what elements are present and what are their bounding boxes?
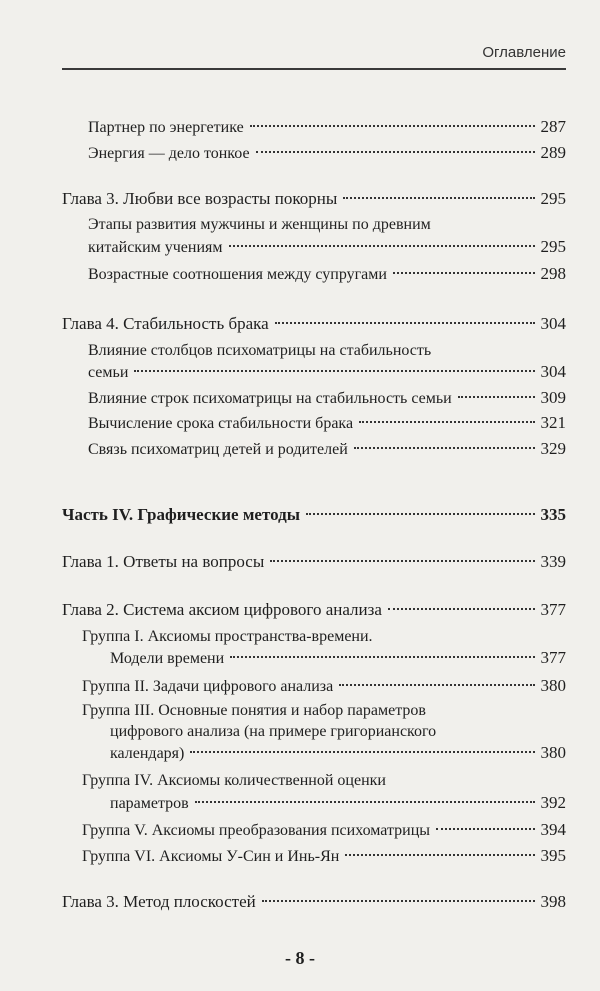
toc-entry-page: 304	[540, 362, 566, 381]
toc-entry[interactable]	[110, 648, 566, 669]
toc-entry-chapter[interactable]	[62, 552, 566, 572]
toc-entry-title: Глава 4. Стабильность брака	[62, 314, 269, 333]
toc-entry-page: 298	[540, 264, 566, 283]
toc-entry-page: 295	[540, 237, 566, 256]
toc-entry-line1[interactable]: Влияние столбцов психоматрицы на стабильность	[88, 342, 432, 359]
leader-dots	[388, 608, 535, 610]
toc-entry-title: Связь психоматриц детей и родителей	[88, 441, 348, 458]
toc-entry[interactable]	[88, 388, 566, 409]
toc-entry-line1[interactable]: Группа IV. Аксиомы количественной оценки	[82, 772, 386, 789]
toc-entry-page: 398	[540, 892, 566, 911]
toc-entry-chapter[interactable]	[62, 892, 566, 912]
toc-entry-title: Энергия — дело тонкое	[88, 145, 250, 162]
toc-entry-title: Глава 3. Метод плоскостей	[62, 892, 256, 911]
toc-entry-page: 339	[540, 552, 566, 571]
toc-entry-page: 304	[540, 314, 566, 333]
leader-dots	[134, 370, 534, 372]
toc-entry-title: Возрастные соотношения между супругами	[88, 266, 387, 283]
toc-entry[interactable]	[88, 413, 566, 434]
leader-dots	[250, 125, 535, 127]
toc-entry[interactable]	[88, 117, 566, 138]
toc-entry[interactable]	[82, 820, 566, 841]
toc-entry[interactable]	[88, 439, 566, 460]
toc-entry[interactable]	[110, 793, 566, 814]
toc-entry-page: 395	[540, 846, 566, 865]
leader-dots	[339, 684, 534, 686]
leader-dots	[270, 560, 534, 562]
toc-entry-title: календаря)	[110, 745, 185, 762]
toc-entry-title: Модели времени	[110, 650, 225, 667]
leader-dots	[343, 197, 534, 199]
leader-dots	[230, 656, 534, 658]
toc-entry-title: Глава 3. Любви все возрасты покорны	[62, 189, 338, 208]
toc-entry-title: Партнер по энергетике	[88, 119, 244, 136]
leader-dots	[436, 828, 534, 830]
toc-entry-page: 289	[540, 143, 566, 162]
toc-entry-page: 377	[540, 600, 566, 619]
running-header-label: Оглавление	[482, 44, 566, 61]
toc-entry-line1[interactable]: Группа III. Основные понятия и набор параметров	[82, 702, 426, 719]
toc-entry-page: 309	[540, 388, 566, 407]
toc-entry-page: 380	[540, 676, 566, 695]
toc-entry-title: семьи	[88, 364, 129, 381]
toc-entry-title: Вычисление срока стабильности брака	[88, 415, 354, 432]
toc-entry-page: 377	[540, 648, 566, 667]
header-rule	[62, 68, 566, 70]
toc-entry[interactable]	[88, 362, 566, 383]
toc-entry-page: 380	[540, 743, 566, 762]
leader-dots	[458, 396, 535, 398]
toc-entry-page: 392	[540, 793, 566, 812]
toc-entry-title: Часть IV. Графические методы	[62, 505, 300, 524]
leader-dots	[306, 513, 535, 515]
leader-dots	[359, 421, 534, 423]
leader-dots	[393, 272, 535, 274]
leader-dots	[262, 900, 535, 902]
toc-entry-chapter[interactable]	[62, 189, 566, 209]
toc-entry-title: китайским учениям	[88, 239, 223, 256]
toc-entry-page: 329	[540, 439, 566, 458]
toc-entry-title: Группа VI. Аксиомы У-Син и Инь-Ян	[82, 848, 340, 865]
toc-entry-line1[interactable]: Этапы развития мужчины и женщины по древним	[88, 216, 431, 233]
leader-dots	[345, 854, 534, 856]
toc-entry-part[interactable]	[62, 505, 566, 525]
toc-entry-title: параметров	[110, 795, 189, 812]
toc-entry[interactable]	[88, 237, 566, 258]
toc-entry-line1[interactable]: Группа I. Аксиомы пространства-времени.	[82, 628, 373, 645]
leader-dots	[195, 801, 535, 803]
toc-entry-page: 335	[540, 505, 566, 524]
toc-entry-title: Влияние строк психоматрицы на стабильность семьи	[88, 390, 452, 407]
toc-entry-page: 394	[540, 820, 566, 839]
leader-dots	[190, 751, 534, 753]
toc-entry-chapter[interactable]	[62, 600, 566, 620]
toc-entry-page: 287	[540, 117, 566, 136]
toc-entry-title: Группа II. Задачи цифрового анализа	[82, 678, 334, 695]
toc-entry[interactable]	[88, 264, 566, 285]
leader-dots	[275, 322, 535, 324]
leader-dots	[229, 245, 535, 247]
toc-entry-chapter[interactable]	[62, 314, 566, 334]
page-number: - 8 -	[285, 948, 315, 968]
toc-entry-page: 321	[540, 413, 566, 432]
toc-entry-title: Глава 1. Ответы на вопросы	[62, 552, 265, 571]
toc-entry[interactable]	[82, 846, 566, 867]
leader-dots	[354, 447, 535, 449]
leader-dots	[256, 151, 535, 153]
toc-entry-title: Группа V. Аксиомы преобразования психоматрицы	[82, 822, 431, 839]
toc-entry-line2[interactable]: цифрового анализа (на примере григорианского	[110, 723, 437, 740]
toc-entry[interactable]	[82, 676, 566, 697]
toc-entry[interactable]	[88, 143, 566, 164]
toc-entry-page: 295	[540, 189, 566, 208]
toc-entry[interactable]	[110, 743, 566, 764]
toc-entry-title: Глава 2. Система аксиом цифрового анализа	[62, 600, 382, 619]
